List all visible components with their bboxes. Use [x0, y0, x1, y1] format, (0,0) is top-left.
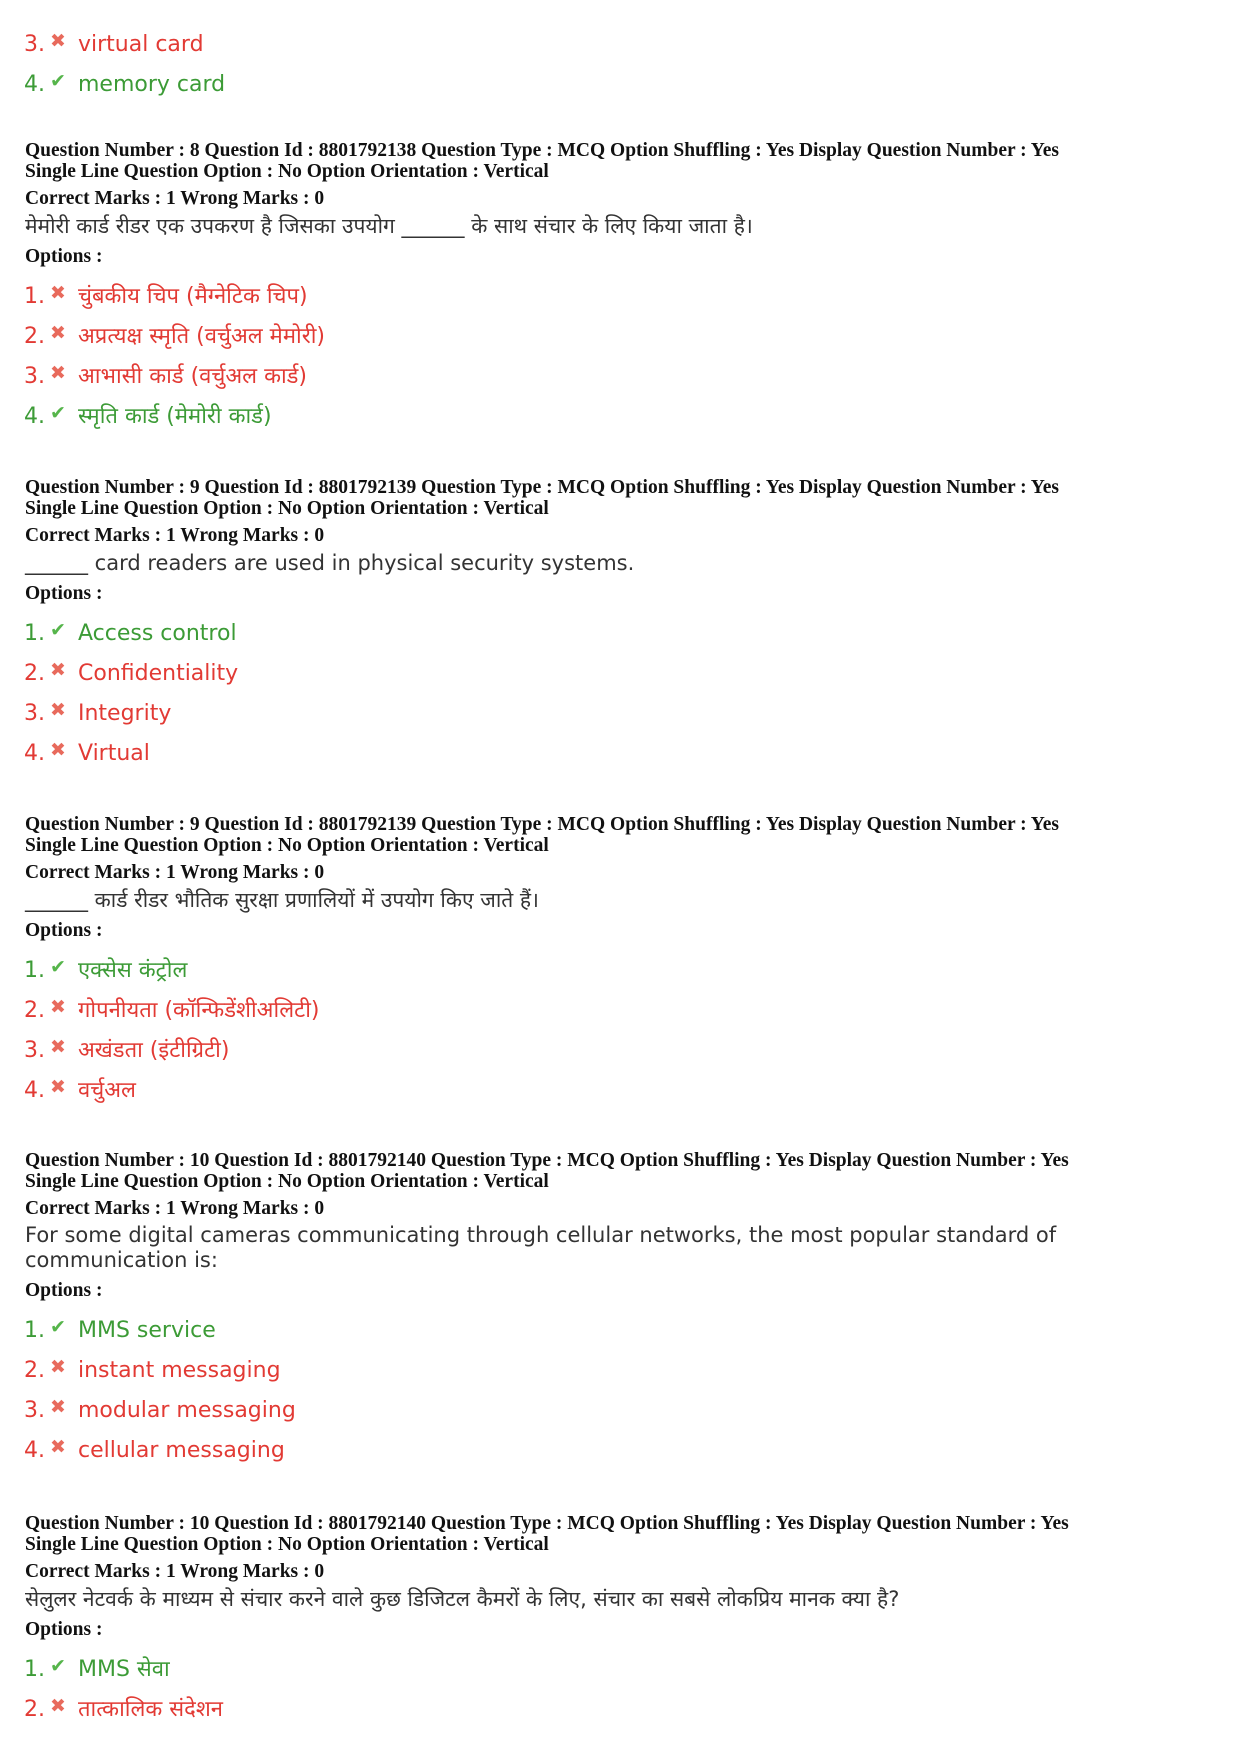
option-number: 3. [24, 1038, 45, 1063]
check-icon: ✔ [50, 70, 66, 92]
question-block [25, 1150, 1215, 1467]
option-number: 3. [24, 32, 45, 57]
cross-icon: ✖ [50, 322, 66, 344]
cross-icon: ✖ [50, 699, 66, 721]
options-label: Options : [25, 583, 103, 604]
option-item [24, 987, 1215, 1027]
question-meta-line: Single Line Question Option : No Option Orientation : Vertical [25, 1534, 549, 1555]
question-block [25, 477, 1215, 770]
option-item [24, 1307, 1215, 1347]
option-number: 2. [24, 661, 45, 686]
option-item [24, 730, 1215, 770]
option-item [24, 690, 1215, 730]
cross-icon: ✖ [50, 996, 66, 1018]
check-icon: ✔ [50, 402, 66, 424]
option-number: 2. [24, 1358, 45, 1383]
question-text: मेमोरी कार्ड रीडर एक उपकरण है जिसका उपयोग ______ के साथ संचार के लिए किया जाता है। [25, 214, 753, 238]
cross-icon: ✖ [50, 1436, 66, 1458]
option-item [24, 947, 1215, 987]
question-meta-line: Single Line Question Option : No Option Orientation : Vertical [25, 498, 549, 519]
question-block [25, 814, 1215, 1107]
option-item [24, 24, 204, 58]
options-list [25, 947, 1215, 1107]
marks-line: Correct Marks : 1 Wrong Marks : 0 [25, 1561, 325, 1582]
option-number: 4. [24, 1438, 45, 1463]
option-item [24, 353, 1215, 393]
option-text: चुंबकीय चिप (मैग्नेटिक चिप) [78, 284, 308, 309]
option-number: 1. [24, 621, 45, 646]
cross-icon: ✖ [50, 1356, 66, 1378]
question-block [25, 1513, 1215, 1726]
option-number: 4. [24, 404, 45, 429]
option-item [24, 1027, 1215, 1067]
option-text: virtual card [78, 32, 204, 57]
option-number: 2. [24, 998, 45, 1023]
option-number: 3. [24, 364, 45, 389]
option-item [24, 1067, 1215, 1107]
marks-line: Correct Marks : 1 Wrong Marks : 0 [25, 525, 325, 546]
marks-line: Correct Marks : 1 Wrong Marks : 0 [25, 188, 325, 209]
option-text: अखंडता (इंटीग्रिटी) [78, 1038, 230, 1063]
question-meta-line: Question Number : 9 Question Id : 8801792139 Question Type : MCQ Option Shuffling : Yes Display Question Number : Yes [25, 814, 1059, 835]
option-number: 4. [24, 72, 45, 97]
options-label: Options : [25, 920, 103, 941]
option-text: आभासी कार्ड (वर्चुअल कार्ड) [78, 364, 308, 389]
options-list [25, 1646, 1215, 1726]
question-meta-line: Single Line Question Option : No Option Orientation : Vertical [25, 161, 549, 182]
option-text: तात्कालिक संदेशन [78, 1697, 223, 1722]
options-list [25, 1307, 1215, 1467]
cross-icon: ✖ [50, 362, 66, 384]
option-item [24, 393, 1215, 433]
option-number: 4. [24, 1078, 45, 1103]
option-number: 2. [24, 1697, 45, 1722]
marks-line: Correct Marks : 1 Wrong Marks : 0 [25, 862, 325, 883]
cross-icon: ✖ [50, 1396, 66, 1418]
cross-icon: ✖ [50, 30, 66, 52]
option-text: स्मृति कार्ड (मेमोरी कार्ड) [78, 404, 272, 429]
marks-line: Correct Marks : 1 Wrong Marks : 0 [25, 1198, 325, 1219]
option-number: 1. [24, 284, 45, 309]
option-number: 4. [24, 741, 45, 766]
option-item [24, 313, 1215, 353]
question-text: For some digital cameras communicating through cellular networks, the most popular standard of communication is: [25, 1223, 1057, 1272]
question-text: सेलुलर नेटवर्क के माध्यम से संचार करने वाले कुछ डिजिटल कैमरों के लिए, संचार का सबसे लोकप्रिय मानक क्या है? [25, 1587, 900, 1611]
option-item [24, 650, 1215, 690]
option-text: MMS सेवा [78, 1657, 170, 1682]
question-meta-line: Question Number : 9 Question Id : 8801792139 Question Type : MCQ Option Shuffling : Yes Display Question Number : Yes [25, 477, 1059, 498]
option-text: एक्सेस कंट्रोल [78, 958, 188, 983]
option-number: 3. [24, 701, 45, 726]
options-label: Options : [25, 246, 103, 267]
options-list [25, 610, 1215, 770]
option-item [24, 1686, 1215, 1726]
option-item [24, 273, 1215, 313]
cross-icon: ✖ [50, 739, 66, 761]
cross-icon: ✖ [50, 282, 66, 304]
option-number: 1. [24, 1657, 45, 1682]
option-number: 2. [24, 324, 45, 349]
option-item [24, 1387, 1215, 1427]
check-icon: ✔ [50, 619, 66, 641]
check-icon: ✔ [50, 956, 66, 978]
option-item [24, 610, 1215, 650]
option-text: अप्रत्यक्ष स्मृति (वर्चुअल मेमोरी) [78, 324, 325, 349]
question-text: ______ कार्ड रीडर भौतिक सुरक्षा प्रणालियों में उपयोग किए जाते हैं। [25, 888, 540, 912]
options-label: Options : [25, 1619, 103, 1640]
option-item [24, 1427, 1215, 1467]
option-item [24, 1347, 1215, 1387]
question-text: ______ card readers are used in physical security systems. [25, 551, 635, 575]
option-text: गोपनीयता (कॉन्फिडेंशीअलिटी) [78, 998, 320, 1023]
option-text: Access control [78, 621, 237, 646]
check-icon: ✔ [50, 1316, 66, 1338]
option-number: 1. [24, 1318, 45, 1343]
question-meta-line: Question Number : 8 Question Id : 8801792138 Question Type : MCQ Option Shuffling : Yes Display Question Number : Yes [25, 140, 1059, 161]
option-text: MMS service [78, 1318, 216, 1343]
option-text: instant messaging [78, 1358, 281, 1383]
option-text: Integrity [78, 701, 172, 726]
question-meta-line: Single Line Question Option : No Option Orientation : Vertical [25, 1171, 549, 1192]
check-icon: ✔ [50, 1655, 66, 1677]
option-number: 3. [24, 1398, 45, 1423]
cross-icon: ✖ [50, 1695, 66, 1717]
question-meta-line: Question Number : 10 Question Id : 8801792140 Question Type : MCQ Option Shuffling : Yes Display Question Number : Yes [25, 1513, 1069, 1534]
option-number: 1. [24, 958, 45, 983]
option-text: modular messaging [78, 1398, 296, 1423]
question-block [25, 140, 1215, 433]
option-text: memory card [78, 72, 226, 97]
question-meta-line: Single Line Question Option : No Option Orientation : Vertical [25, 835, 549, 856]
option-text: cellular messaging [78, 1438, 285, 1463]
cross-icon: ✖ [50, 1076, 66, 1098]
option-text: वर्चुअल [78, 1078, 136, 1103]
option-text: Virtual [78, 741, 150, 766]
option-text: Confidentiality [78, 661, 239, 686]
option-item [24, 1646, 1215, 1686]
question-meta-line: Question Number : 10 Question Id : 8801792140 Question Type : MCQ Option Shuffling : Yes Display Question Number : Yes [25, 1150, 1069, 1171]
cross-icon: ✖ [50, 659, 66, 681]
options-list [25, 273, 1215, 433]
options-label: Options : [25, 1280, 103, 1301]
cross-icon: ✖ [50, 1036, 66, 1058]
option-item [24, 64, 225, 98]
